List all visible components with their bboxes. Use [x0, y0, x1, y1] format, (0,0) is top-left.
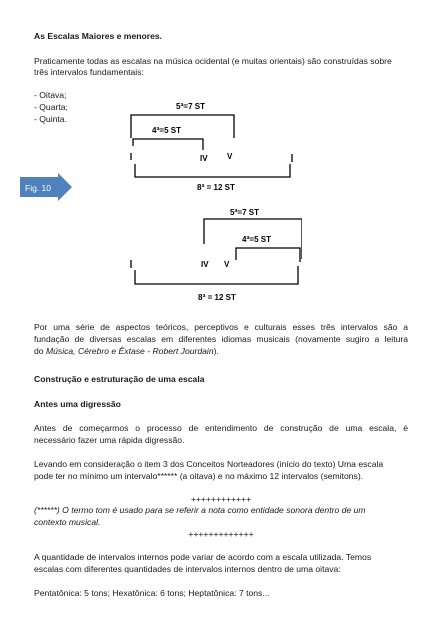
heading-digression: Antes uma digressão [34, 399, 121, 409]
figure-label: Fig. 10 [25, 183, 51, 193]
octave-label: 8ª = 12 ST [197, 183, 235, 192]
book-reference: Música, Cérebro e Êxtase - Robert Jourdain [45, 346, 214, 356]
list-item-fourth: - Quarta; [34, 102, 68, 112]
fourth-label: 4ª=5 ST [152, 126, 181, 135]
list-item-fifth: - Quinta. [34, 114, 67, 124]
heading-construction: Construção e estruturação de uma escala [34, 374, 205, 384]
fifth-bracket [131, 115, 234, 138]
paragraph-foundation-line1: Por uma série de aspectos teóricos, perceptivos e culturais esses três intervalos são a [34, 322, 408, 332]
paragraph-foundation-line3 [34, 346, 219, 357]
text-suffix: ). [213, 346, 219, 356]
octave-bracket [135, 266, 298, 284]
fourth-bracket [236, 248, 300, 262]
interval-diagram-1 [122, 98, 302, 194]
fourth-bracket [133, 139, 203, 150]
paragraph-scale-types: Pentatônica: 5 tons; Hexatônica: 6 tons; Heptatônica: 7 tons... [34, 588, 270, 598]
separator-top: ++++++++++++ [190, 494, 252, 504]
iv-label: IV [201, 260, 209, 269]
separator-bottom: +++++++++++++ [188, 529, 254, 539]
fourth-label: 4ª=5 ST [242, 235, 271, 244]
paragraph-digression-line2: necessário fazer uma rápida digressão. [34, 435, 185, 445]
paragraph-scale-line1: Levando em consideração o item 3 dos Conceitos Norteadores (início do texto) Uma escala [34, 459, 384, 469]
paragraph-internal-line2: escalas com diferentes quantidades de intervalos internos dentro de uma oitava: [34, 564, 341, 574]
page-title: As Escalas Maiores e menores. [34, 31, 163, 41]
fifth-label: 5ª=7 ST [176, 102, 205, 111]
paragraph-intro-line1: Praticamente todas as escalas na música ocidental (e muitas orientais) são construídas sobre [34, 56, 392, 66]
paragraph-internal-line1: A quantidade de intervalos internos pode variar de acordo com a escala utilizada. Temos [34, 552, 372, 562]
footnote-line2: contexto musical. [34, 517, 101, 527]
fifth-label: 5ª=7 ST [230, 208, 259, 217]
text-prefix: do [34, 346, 46, 356]
octave-bracket [135, 164, 290, 177]
figure-arrow-label [20, 173, 74, 201]
paragraph-intro-line2: três intervalos fundamentais: [34, 67, 144, 77]
paragraph-scale-line2: pode ter no mínimo um intervalo****** (a oitava) e no máximo 12 intervalos (semitons). [34, 471, 364, 481]
paragraph-foundation-line2: fundação de diversas escalas em diferentes idiomas musicais (novamente sugiro a leitura [34, 334, 408, 344]
paragraph-digression-line1: Antes de começarmos o processo de entendimento de construção de uma escala, é [34, 423, 408, 433]
footnote-line1: (******) O termo tom é usado para se referir a nota como entidade sonora dentro de um [34, 505, 366, 515]
v-label: V [227, 152, 233, 161]
octave-label: 8ª = 12 ST [198, 293, 236, 302]
list-item-octave: - Oitava; [34, 90, 67, 100]
iv-label: IV [200, 154, 208, 163]
interval-diagram-2 [122, 204, 302, 304]
v-label: V [224, 260, 230, 269]
